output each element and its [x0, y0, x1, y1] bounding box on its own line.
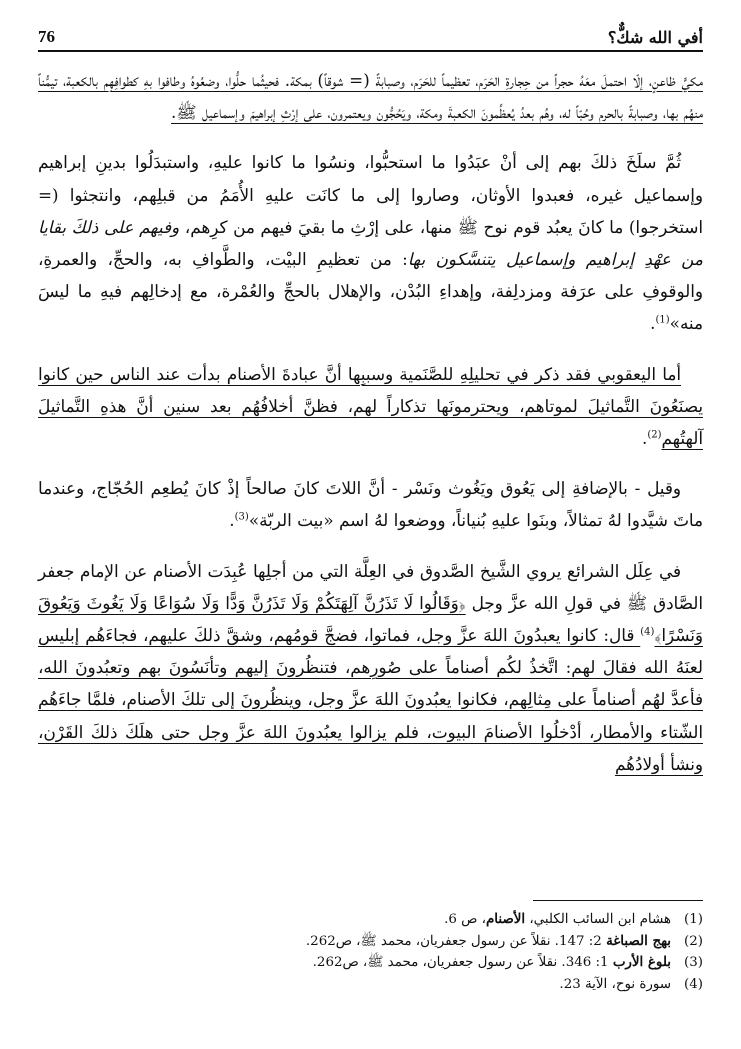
- paragraph-4-end: .: [229, 510, 235, 531]
- paragraph-4: [38, 472, 703, 536]
- footnote-ref-2[interactable]: (2): [647, 429, 662, 441]
- paragraph-3-text: أما اليعقوبي فقد ذكر في تحليلِهِ للصَّنَمية وسببِها أنَّ عبادةَ الأصنام بدأت عند الناس حين كانوا يصنَعُونَ التَّماثيلَ لموتاهم، ويحترمونَها تذكاراً لهم، فظنَّ أخلافُهُم بعد سنين أنَّ هذهِ التَّماثيلَ آلهتُهم: [38, 363, 703, 449]
- footnote-4: [38, 974, 703, 996]
- paragraph-2-text-b: : من تعظيمِ البيْت، والطَّوافِ به، والحجِّ، والعمرةِ، والوقوفِ على عرَفة ومزدلِفة، وإهداءِ البُدْن، والإهلال بالحجِّ والعُمْرة، مع إدخالِهم فيهِ ما ليسَ منه»: [38, 249, 703, 334]
- paragraph-3-end: .: [641, 428, 648, 449]
- paragraph-2-text-a: ثُمَّ سلَخَ ذلكَ بهم إلى أنْ عبَدُوا ما استحبُّوا، ونسُوا ما كانوا عليهِ، واستبدَلُوا بدينِ إبراهيم وإسماعيل غيره، فعبدوا الأوثان، وصاروا إلى ما كانَت عليهِ الأُمَمُ من قبلِهم، وانتجثوا (= استخرجوا) ما كانَ يعبُد قوم نوح ﷺ منها، على إرْثِ ما بقيَ فيهم من كرِهم،: [38, 152, 703, 237]
- paragraph-2-italic-phrase: وفيهم على ذلكَ بقايا من عهْدِ إبراهيم وإسماعيل يتنسَّكون بها: [38, 216, 703, 270]
- paragraph-5-text-b: قال: كانوا يعبدُونَ اللهَ عزَّ وجل، فماتوا، فضجَّ قومُهم، وشقَّ ذلكَ عليهم، فجاءَهُم إبليس لعنَهُ الله فقالَ لهم: اتَّخذُ لكُم أصناماً على صُورِهم، فتنظُرونَ إليهم وتأنَسُونَ بهم وتعبُدونَ الله، فأعدَّ لهُم أصناماً على مِثالِهم، فكانوا يعبُدونَ اللهَ عزَّ وجل، وينظُرونَ إلى تلكَ الأصنام، فلمَّا جاءَهُم الشّتاء والأمطار، أدْخلُوا الأصنامَ البيوت، فلم يزالوا يعبُدونَ اللهَ عزَّ وجل حتى هلَكَ ذلكَ القَرْن، ونشأ أولادُهُم: [38, 625, 703, 774]
- footnote-1: [38, 909, 703, 931]
- paragraph-1-text: مكيٍّ ظاعنٍ، إلّا احتملَ معَهُ حجراً من حِجارةِ الحَرَم، تعظيماً للحَرَم، وصبابةً (= شوقاً) بمكة. فحيثُما حلُّوا، وضعُوهُ وطافوا بهِ كطوافِهِم بالكعبة، تيمُّناً منهُم بها، وصبابةً بالحرم وحُبّاً له، وهُم بعدُ يُعظِّمونَ الكعبةَ ومكة، ويَحُجُّون ويعتمرون، على إرْثِ إبراهيمَ وإسماعيل ﷺ.: [38, 70, 703, 123]
- main-text: [38, 64, 703, 798]
- paragraph-2-end: .: [650, 313, 656, 334]
- footnote-3: [38, 952, 703, 974]
- footnote-tail: 2: 147. نقلاً عن رسول جعفريان، محمد ﷺ، ص262.: [305, 933, 607, 949]
- footnote-number: (2): [684, 933, 703, 949]
- footnote-source-title: بهج الصباغة: [606, 932, 671, 949]
- footnote-tail: ، ص 6.: [444, 912, 486, 927]
- footnote-ref-4[interactable]: (4): [640, 626, 655, 638]
- footnote-tail: 1: 346. نقلاً عن رسول جعفريان، محمد ﷺ، ص262.: [312, 955, 613, 970]
- paragraph-1: [38, 64, 703, 128]
- page-header: [38, 22, 703, 52]
- footnote-number: (1): [684, 912, 703, 927]
- footnote-ref-3[interactable]: (3): [234, 511, 249, 523]
- footnote-number: (4): [684, 976, 703, 992]
- running-title: أفي الله شكٌّ؟: [607, 28, 703, 47]
- footnote-text: هشام ابن السائب الكلبي،: [525, 912, 671, 927]
- footnote-text: سورة نوح، الآية 23.: [559, 976, 671, 992]
- footnote-2: [38, 931, 703, 953]
- footnote-source-title: الأصنام: [485, 911, 526, 927]
- footnote-source-title: بلوغ الأرب: [612, 954, 671, 970]
- quran-verse: ﴿وَقَالُوا لَا تَذَرُنَّ آلِهَتَكُمْ وَلَا تَذَرُنَّ وَدًّا وَلَا سُوَاعًا وَلَا يَغُوثَ وَيَعُوقَ وَنَسْرًا﴾: [38, 592, 703, 646]
- paragraph-4-text: وقيل - بالإضافةِ إلى يَعُوق ويَغُوث ونَسْر - أنَّ اللاتَ كانَ صالحاً إذْ كانَ يُطعِم الحُجّاج، وعندما ماتَ شيَّدوا لهُ تمثالاً، وبنَوا عليهِ بُنياناً، ووضعوا لهُ اسم «بيت الربّة»: [38, 478, 703, 531]
- paragraph-3: [38, 358, 703, 455]
- footnote-number: (3): [684, 955, 703, 970]
- paragraph-5-text-a: في عِلَل الشرائع يروي الشَّيخ الصَّدوق في العِلَّة التي من أجلِها عُبِدَت الأصنام عن الإمام جعفر الصَّادق ﷺ في قولِ الله عزَّ وجل: [38, 560, 703, 613]
- footnotes: [38, 900, 703, 995]
- page-number: 76: [38, 27, 55, 46]
- paragraph-5: [38, 555, 703, 780]
- paragraph-2: [38, 146, 703, 339]
- footnote-divider: [533, 900, 703, 901]
- footnote-ref-1[interactable]: (1): [655, 314, 670, 326]
